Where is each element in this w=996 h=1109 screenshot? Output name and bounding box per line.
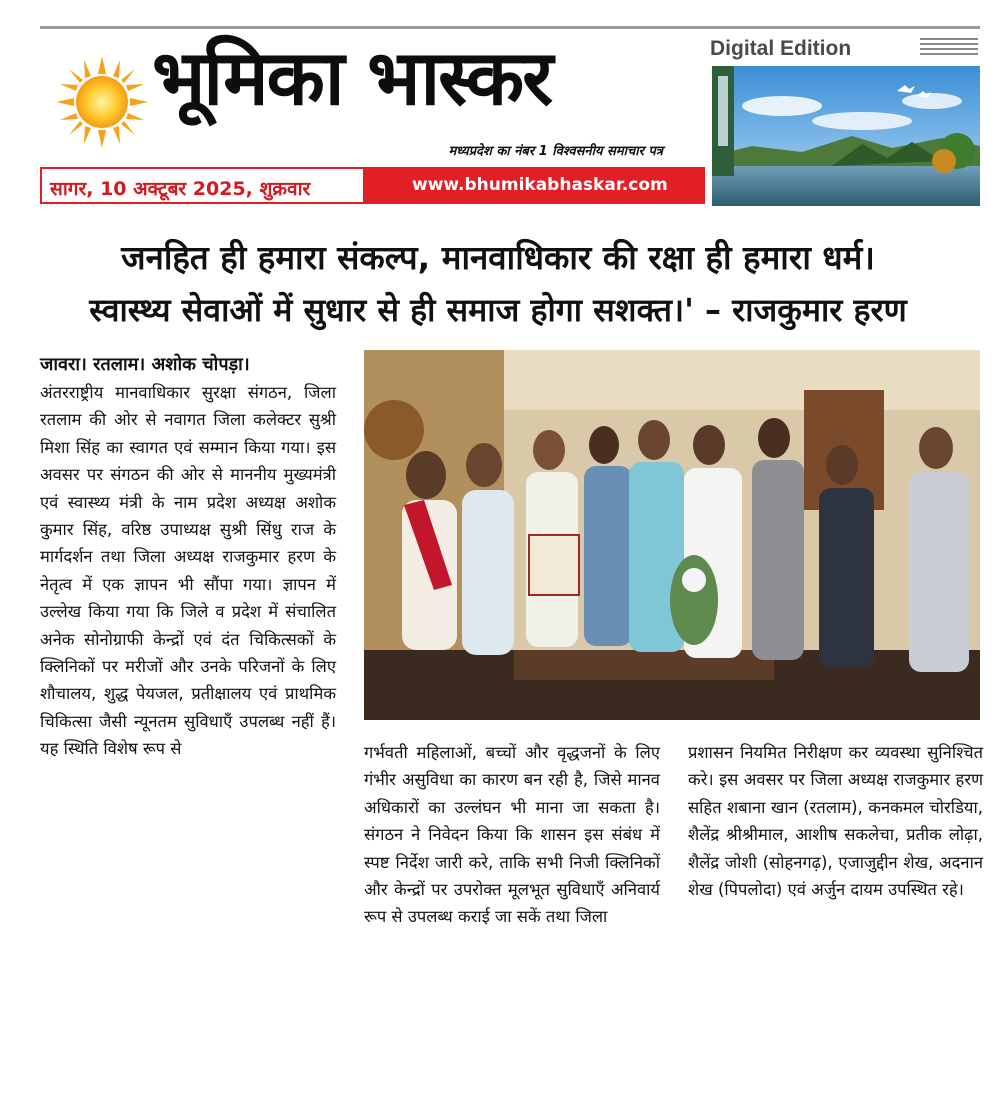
- dateline: सागर, 10 अक्टूबर 2025, शुक्रवार: [50, 178, 311, 200]
- dateline-box: [40, 167, 365, 204]
- event-photo: [364, 350, 980, 720]
- newspaper-logo: भूमिका भास्कर: [152, 33, 552, 122]
- column-1-text: अंतरराष्ट्रीय मानवाधिकार सुरक्षा संगठन, जिला रतलाम की ओर से नवागत जिला कलेक्टर सुश्री मिशा सिंह का स्वागत एवं सम्मान किया गया। इस अवसर पर संगठन की ओर से माननीय मुख्यमंत्री एवं स्वास्थ्य मंत्री के नाम प्रदेश अध्यक्ष अशोक कुमार सिंह, वरिष्ठ उपाध्यक्ष सुश्री सिंधु राज के मार्गदर्शन तथा जिला अध्यक्ष राजकुमार हरण के नेतृत्व में एक ज्ञापन भी सौंपा गया। ज्ञापन में उल्लेख किया गया कि जिले व प्रदेश में संचालित अनेक सोनोग्राफी केन्द्रों एवं दंत चिकित्सकों के क्लिनिकों पर मरीजों और उनके परिजनों के लिए शौचालय, शुद्ध पेयजल, प्रतीक्षालय एवं प्राथमिक चिकित्सा जैसी न्यूनतम सुविधाएँ उपलब्ध नहीं हैं। यह स्थिति विशेष रूप से: [40, 383, 336, 759]
- article-column-2: [364, 739, 660, 931]
- website-link[interactable]: www.bhumikabhaskar.com: [412, 175, 668, 195]
- sun-logo-icon: [56, 56, 148, 148]
- masthead-top-rule: [40, 26, 980, 29]
- byline: जावरा। रतलाम। अशोक चोपड़ा।: [40, 354, 250, 375]
- headline-line-1: जनहित ही हमारा संकल्प, मानवाधिकार की रक्षा ही हमारा धर्म।: [121, 238, 875, 277]
- menu-icon[interactable]: [920, 38, 978, 58]
- headline-line-2: स्वास्थ्य सेवाओं में सुधार से ही समाज होगा सशक्त।' – राजकुमार हरण: [89, 291, 907, 329]
- article-column-1: [40, 351, 336, 763]
- masthead-tagline: मध्यप्रदेश का नंबर 1 विश्वसनीय समाचार पत्र: [448, 144, 663, 159]
- landscape-image: [712, 66, 980, 206]
- column-3-text: प्रशासन नियमित निरीक्षण कर व्यवस्था सुनिश्चित करे। इस अवसर पर जिला अध्यक्ष राजकुमार हरण सहित शबाना खान (रतलाम), कनकमल चोरडिया, शैलेंद्र श्रीश्रीमाल, आशीष सकलेचा, प्रतीक लोढ़ा, शैलेंद्र जोशी (सोहनगढ़), एजाजुद्दीन शेख, अदनान शेख (पिपलोदा) एवं अर्जुन दायम उपस्थित रहे।: [688, 743, 983, 900]
- column-2-text: गर्भवती महिलाओं, बच्चों और वृद्धजनों के लिए गंभीर असुविधा का कारण बन रही है, जिसे मानव अधिकारों का उल्लंघन भी माना जा सकता है। संगठन ने निवेदन किया कि शासन इस संबंध में स्पष्ट निर्देश जारी करे, ताकि सभी निजी क्लिनिकों और केन्द्रों पर उपरोक्त मूलभूत सुविधाएँ अनिवार्य रूप से उपलब्ध कराई जा सकें तथा जिला: [364, 743, 660, 927]
- article-column-3: [688, 739, 983, 903]
- date-bar: [40, 167, 705, 204]
- edition-label: Digital Edition: [710, 37, 852, 60]
